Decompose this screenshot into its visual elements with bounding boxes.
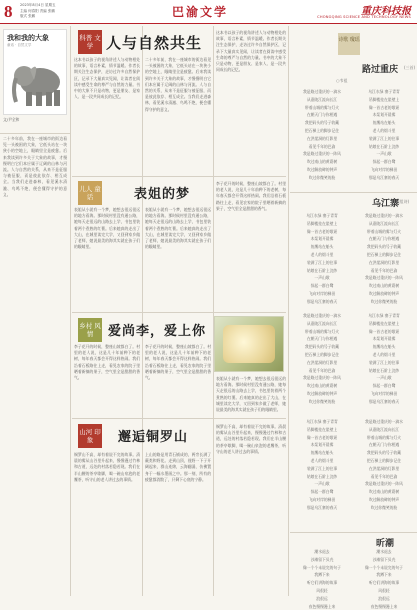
poem-title: 路过重庆 (362, 65, 399, 75)
masthead-meta (20, 3, 94, 20)
poem-verse: 潮水退去 沙滩留下贝壳 像一个个未说完的句子 我蹲下来 听它们讲海的故事 风很轻 浪很远 夜色慢慢漫上来 (365, 549, 403, 609)
section-divider (72, 176, 286, 177)
article-headline: 人与自然共生 (106, 34, 203, 52)
article-body: 上山的路是用青石铺成的，两旁长满了蕨类和野花。走到山顶，视野一下子开阔起来，群山连绵，云海翻涌，仿佛置身于一幅水墨画之中。那一刻，所有的疲惫都消散了，只剩下心底的宁静。 (145, 452, 211, 482)
section-divider (0, 133, 70, 134)
article-body: 李子花开的时候，整座山坡都白了。村里的老人说，这是几十年前种下的老树，每年春天都会开得这样热闹。我们沿着石板路往上走，看见农家的院子里晒着新摘的果子，空气里全是甜甜的香气。 (216, 181, 286, 211)
article-body: 李子花开的时候，整座山坡都白了。村里的老人说，这是几十年前种下的老树，每年春天都会开得这样热闹。我们沿着石板路往上走，看见农家的院子里晒着新摘的果子，空气里全是甜甜的香气。 (145, 344, 211, 381)
meta-line: 2023年8月4日 星期五 (20, 3, 56, 7)
poem-verse: 我是路过重庆的一滴水 从嘉陵江流向长江 带着山城的雾与灯火 在朝天门与你相遇 我把码头的号子收藏 把石梯上的脚步记住 在洪崖洞的灯影里 看见千年的巴渝 我是路过重庆的一阵风 吹过南山的黄葛树 吹过解放碑的钟声 吹过你微笑的脸 (303, 313, 341, 404)
book-cover-subtitle: 童话 · 自然文学 (7, 43, 32, 47)
article-body: 这本书以孩子的视角讲述人与动物相处的故事，语言朴素，情节温暖。作者长期关注生态保护，走访过许多自然保护区，记录下大量真实见闻，让读者在阅读中感受生命的尊严与自然的力量。书中的大象不只是动物，更是朋友、是家人、是一段共同成长的记忆。 (74, 57, 140, 100)
article-body: 表姐从小就有一个梦，她想去很远很远的地方看海。那时候村里没有通公路，她每天走很远的山路去上学，书包里装着两个煮熟的红薯。后来她真的走出了大山，在城里读完大学，又回到家乡做了老师，她说最美的海其实就在孩子们的眼睛里。 (216, 376, 286, 413)
book-cover-image (3, 29, 67, 115)
masthead (0, 0, 417, 24)
section-divider (72, 312, 286, 313)
article-headline: 爱尚李，爱上你 (108, 324, 207, 339)
poem-title: 乌江寨 (372, 199, 400, 209)
section-divider (290, 532, 417, 533)
article-body: 这本书以孩子的视角讲述人与动物相处的故事，语言朴素，情节温暖。作者长期关注生态保护，走访过许多自然保护区，记录下大量真实见闻，让读者在阅读中感受生命的尊严与自然的力量。书中的大象不只是动物，更是朋友、是家人、是一段共同成长的记忆。 (216, 30, 286, 73)
column-divider (142, 26, 143, 596)
article-tag: 科普 文学 (78, 30, 102, 54)
poem-title: 昕潮 (376, 539, 395, 549)
page-number: 8 (4, 2, 13, 21)
article-body: 表姐从小就有一个梦，她想去很远很远的地方看海。那时候村里没有通公路，她每天走很远的山路去上学，书包里装着两个煮熟的红薯。后来她真的走出了大山，在城里读完大学，又回到家乡做了老师，她说最美的海其实就在孩子们的眼睛里。 (74, 207, 140, 250)
newspaper-logo: 重庆科技报 (361, 6, 411, 17)
article-tag: 儿人 童话 (78, 181, 102, 205)
poem-verse: 乌江水绿 寨子青青 吊脚楼挂在崖壁上 像一首古老的歌谣 木桨划开晨雾 鱼鹰站在船头 老人的烟斗里 装满了江上的往事 姑娘在石阶上浣纱 一声山歌 惊起一群白鹭 飞向对岸的梯田 那是乌江寨的春天 (306, 419, 338, 510)
article-tag: 山河 印象 (78, 424, 102, 448)
section-divider (72, 418, 286, 419)
article-body: 二十多年前，我在一座城市的街边看见一头被困的大象，它低头站在一块狭小的空地上，眼睛里全是疲惫。后来我读到许多关于大象的故事，才慢慢明白它们本应属于辽阔的山林与河流。人与自然的关系，从来不是征服与被征服，而是彼此依存、相互成全。当我们走进森林，看见溪水清澈、鸟鸣不绝，便会懂得守护的意义。 (145, 57, 211, 112)
column-divider (288, 26, 289, 596)
article-body: 李子花开的时候，整座山坡都白了。村里的老人说，这是几十年前种下的老树，每年春天都会开得这样热闹。我们沿着石板路往上走，看见农家的院子里晒着新摘的果子，空气里全是甜甜的香气。 (74, 344, 140, 381)
article-body: 表姐从小就有一个梦，她想去很远很远的地方看海。那时候村里没有通公路，她每天走很远的山路去上学，书包里装着两个煮熟的红薯。后来她真的走出了大山，在城里读完大学，又回到家乡做了老师，她说最美的海其实就在孩子们的眼睛里。 (145, 207, 211, 250)
meta-line: 版式 张鹏 (20, 14, 36, 18)
poem-count: (三首) (404, 65, 416, 70)
food-photo (214, 316, 284, 372)
article-headline: 邂逅铜罗山 (118, 430, 189, 445)
section-title: 巴渝文学 (172, 5, 229, 19)
book-cover-title: 我和我的大象 (7, 33, 49, 42)
column-divider (213, 26, 214, 596)
section-divider (290, 192, 417, 193)
poem-verse: 我是路过重庆的一滴水 从嘉陵江流向长江 带着山城的雾与灯火 在朝天门与你相遇 我把码头的号子收藏 把石梯上的脚步记住 在洪崖洞的灯影里 看见千年的巴渝 我是路过重庆的一阵风 吹过南山的黄葛树 吹过解放碑的钟声 吹过你微笑的脸 (303, 89, 341, 180)
poem-verse: 潮水退去 沙滩留下贝壳 像一个个未说完的句子 我蹲下来 听它们讲海的故事 风很轻 浪很远 夜色慢慢漫上来 (303, 549, 341, 609)
newspaper-logo-en: CHONGQING SCIENCE AND TECHNOLOGY NEWS (317, 15, 411, 19)
elephant-illustration (10, 54, 66, 108)
poem-author: ○韦祖 (336, 78, 348, 83)
article-body: 二十多年前，我在一座城市的街边看见一头被困的大象，它低头站在一块狭小的空地上，眼睛里全是疲惫。后来我读到许多关于大象的故事，才慢慢明白它们本应属于辽阔的山林与河流。人与自然的关系，从来不是征服与被征服，而是彼此依存、相互成全。当我们走进森林，看见溪水清澈、鸟鸣不绝，便会懂得守护的意义。 (3, 136, 67, 197)
book-label: 文/尹全和 (3, 117, 20, 122)
article-tag: 乡村 风情 (78, 318, 102, 342)
meta-line: 主编 何春阳 责编 张鹏 (20, 8, 55, 13)
article-headline: 表姐的梦 (134, 187, 191, 202)
article-body: 铜罗山不高，却有着说不完的故事。清晨的雾从山谷里升起来，慢慢漫过竹林和古道，远处的村落若隐若现。我们在半山腰的茶亭歇脚，喝一碗山泉泡的老鹰茶，听守山的老人讲过去的事情。 (74, 452, 140, 482)
poem-verse: 乌江水绿 寨子青青 吊脚楼挂在崖壁上 像一首古老的歌谣 木桨划开晨雾 鱼鹰站在船头 老人的烟斗里 装满了江上的往事 姑娘在石阶上浣纱 一声山歌 惊起一群白鹭 飞向对岸的梯田 那是乌江寨的春天 (368, 89, 400, 180)
poem-verse: 乌江水绿 寨子青青 吊脚楼挂在崖壁上 像一首古老的歌谣 木桨划开晨雾 鱼鹰站在船头 老人的烟斗里 装满了江上的往事 姑娘在石阶上浣纱 一声山歌 惊起一群白鹭 飞向对岸的梯田 那是乌江寨的春天 (306, 213, 338, 304)
dessert-image (223, 325, 275, 363)
poem-count: (组诗) (398, 199, 410, 204)
poem-verse: 我是路过重庆的一滴水 从嘉陵江流向长江 带着山城的雾与灯火 在朝天门与你相遇 我把码头的号子收藏 把石梯上的脚步记住 在洪崖洞的灯影里 看见千年的巴渝 我是路过重庆的一阵风 吹过南山的黄葛树 吹过解放碑的钟声 吹过你微笑的脸 (365, 419, 403, 510)
poem-verse: 我是路过重庆的一滴水 从嘉陵江流向长江 带着山城的雾与灯火 在朝天门与你相遇 我把码头的号子收藏 把石梯上的脚步记住 在洪崖洞的灯影里 看见千年的巴渝 我是路过重庆的一阵风 吹过南山的黄葛树 吹过解放碑的钟声 吹过你微笑的脸 (365, 213, 403, 304)
column-divider (70, 26, 71, 596)
poetry-section-tag: 诗歌 瓊瑶 (338, 33, 360, 55)
article-body: 铜罗山不高，却有着说不完的故事。清晨的雾从山谷里升起来，慢慢漫过竹林和古道，远处的村落若隐若现。我们在半山腰的茶亭歇脚，喝一碗山泉泡的老鹰茶，听守山的老人讲过去的事情。 (216, 424, 286, 454)
poem-verse: 乌江水绿 寨子青青 吊脚楼挂在崖壁上 像一首古老的歌谣 木桨划开晨雾 鱼鹰站在船头 老人的烟斗里 装满了江上的往事 姑娘在石阶上浣纱 一声山歌 惊起一群白鹭 飞向对岸的梯田 那是乌江寨的春天 (368, 313, 400, 404)
